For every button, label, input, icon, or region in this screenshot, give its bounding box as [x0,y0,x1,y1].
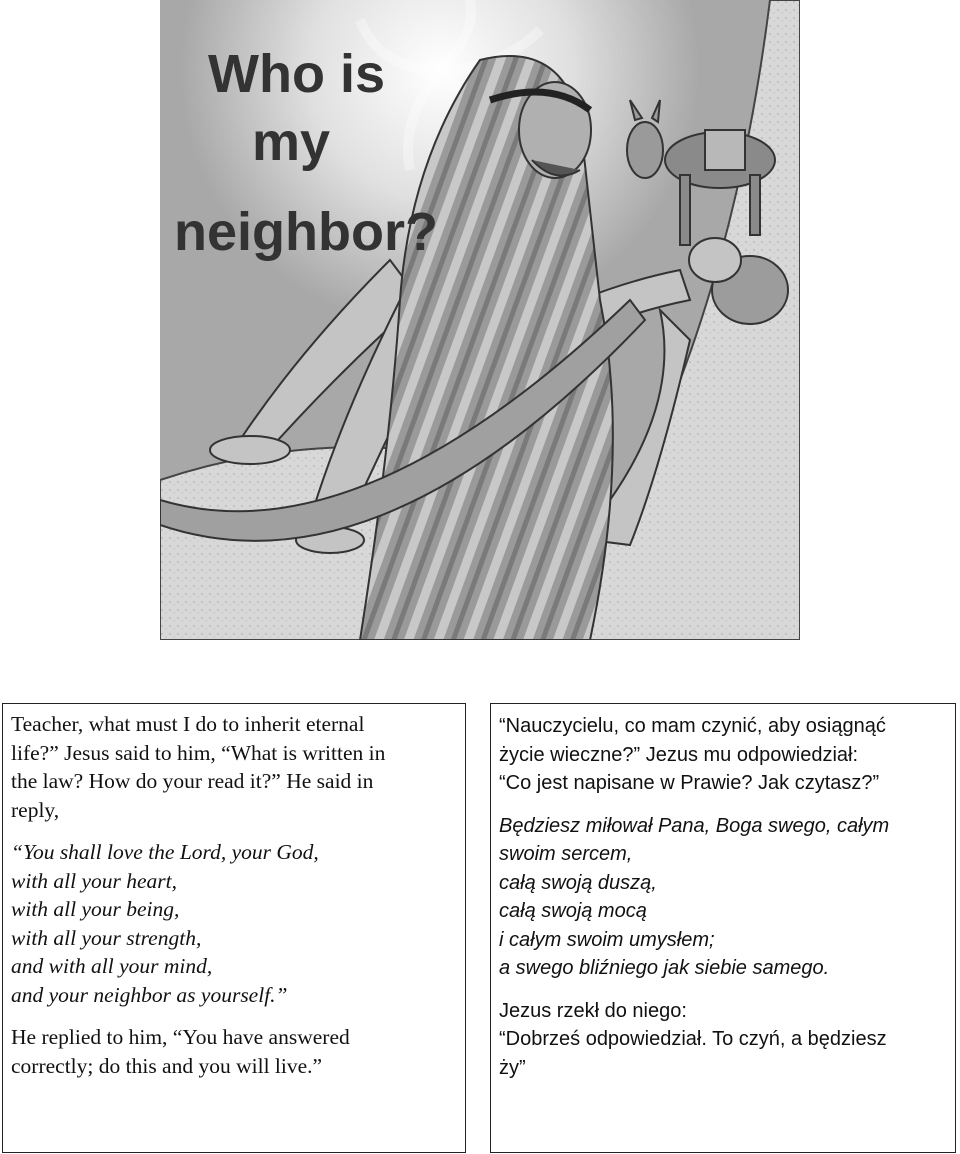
text-line: “Co jest napisane w Prawie? Jak czytasz?” [499,772,880,794]
text-line: and with all your mind, [11,954,213,978]
english-scripture-box [2,703,466,1153]
text-line: “You shall love the Lord, your God, [11,840,319,864]
text-line: życie wieczne?” Jezus mu odpowiedział: [499,743,859,766]
text-line: swoim sercem, [499,843,633,865]
title-line-1: Who is [208,44,385,104]
polish-paragraph-3 [499,997,947,1083]
text-line: and your neighbor as yourself.” [11,982,288,1007]
english-paragraph-2 [11,838,457,1009]
text-line: a swego bliźniego jak siebie samego. [499,957,830,979]
illustration-svg [160,0,800,640]
text-line: He replied to him, “You have answered [11,1025,350,1049]
text-line: with all your being, [11,897,180,921]
polish-scripture-box [490,703,956,1153]
text-line: i całym swoim umysłem; [499,928,715,951]
polish-paragraph-1 [499,712,947,798]
title-line-3: neighbor? [174,202,438,262]
text-line: ży” [499,1056,526,1079]
text-line: Będziesz miłował Pana, Boga swego, całym [499,814,890,837]
text-line: reply, [11,797,60,822]
text-line: correctly; do this and you will live.” [11,1053,323,1078]
text-line: Jezus rzekł do niego: [499,999,687,1022]
text-line: with all your heart, [11,868,178,893]
text-line: the law? How do your read it?” He said in [11,769,374,793]
text-line: “Nauczycielu, co mam czynić, aby osiągnąć [499,715,886,737]
good-samaritan-illustration [160,0,800,640]
text-line: with all your strength, [11,925,202,950]
title-line-2: my [252,112,331,172]
english-paragraph-1 [11,710,457,824]
text-line: life?” Jesus said to him, “What is written in [11,740,386,765]
polish-paragraph-2 [499,812,947,983]
english-paragraph-3 [11,1023,457,1080]
text-line: Teacher, what must I do to inherit eternal [11,712,365,736]
text-line: całą swoją mocą [499,900,647,922]
text-line: “Dobrześ odpowiedział. To czyń, a będziesz [499,1028,887,1050]
text-line: całą swoją duszą, [499,871,657,894]
